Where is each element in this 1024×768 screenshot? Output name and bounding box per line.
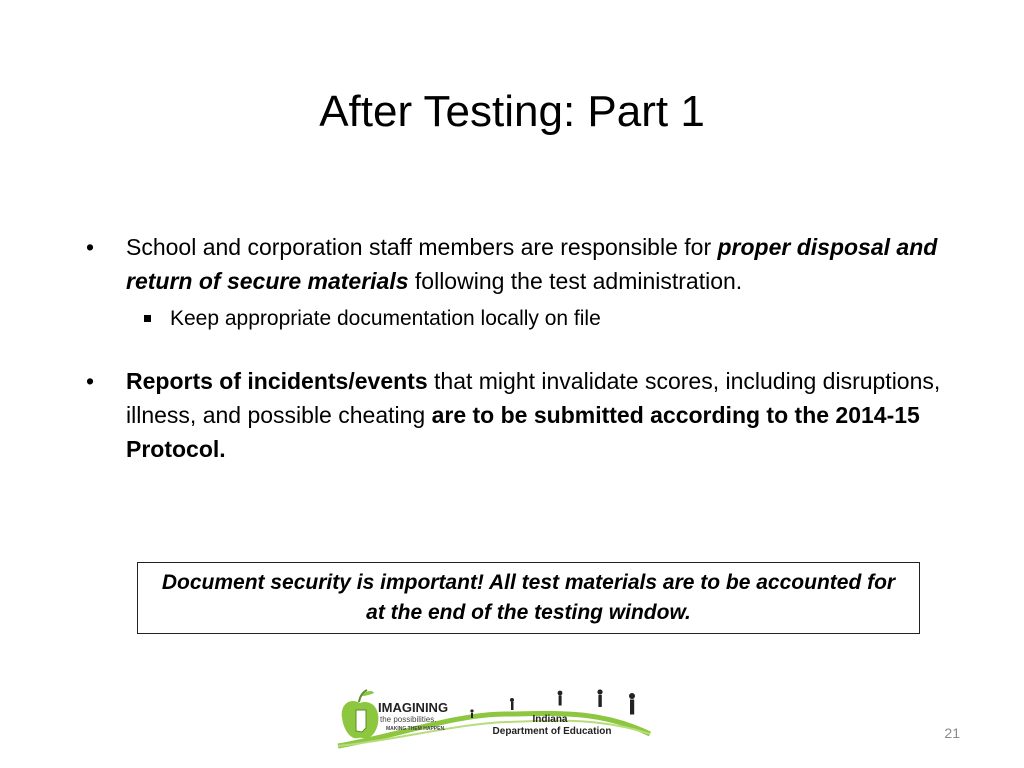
bullet-item <box>86 364 966 466</box>
bullet-text: that might invalidate scores, including disruptions, illness, and possible cheating <box>126 368 941 428</box>
bullet-dot: • <box>86 368 95 394</box>
sub-bullet-item <box>126 304 966 334</box>
slide-title: After Testing: Part 1 <box>319 87 705 136</box>
square-bullet-icon <box>144 315 151 322</box>
logo-department: Department of Education <box>492 726 612 737</box>
indiana-doe-logo <box>336 684 654 750</box>
bullet-text: following the test administration. <box>408 268 743 294</box>
bullet-list <box>86 230 966 466</box>
bullet-dot: • <box>86 234 95 260</box>
logo-imagining: IMAGINING <box>378 700 449 715</box>
bullet-emphasis: Reports of incidents/events <box>126 368 428 394</box>
logo-state: Indiana <box>532 714 568 725</box>
logo-possibilities: the possibilities. <box>380 715 437 724</box>
bullet-emphasis: are to be submitted according to the 2014-15 Protocol. <box>126 402 920 462</box>
bullet-item <box>86 230 966 298</box>
bullet-emphasis: proper disposal and return of secure materials <box>126 234 938 294</box>
sub-bullet-text: Keep appropriate documentation locally on file <box>170 307 601 330</box>
slide-number: 21 <box>944 725 960 741</box>
callout-box: Document security is important! All test materials are to be accounted for at the end of the testing window. <box>137 562 920 634</box>
logo-tagline: MAKING THEM HAPPEN. <box>386 726 446 732</box>
bullet-text: School and corporation staff members are responsible for <box>126 234 718 260</box>
